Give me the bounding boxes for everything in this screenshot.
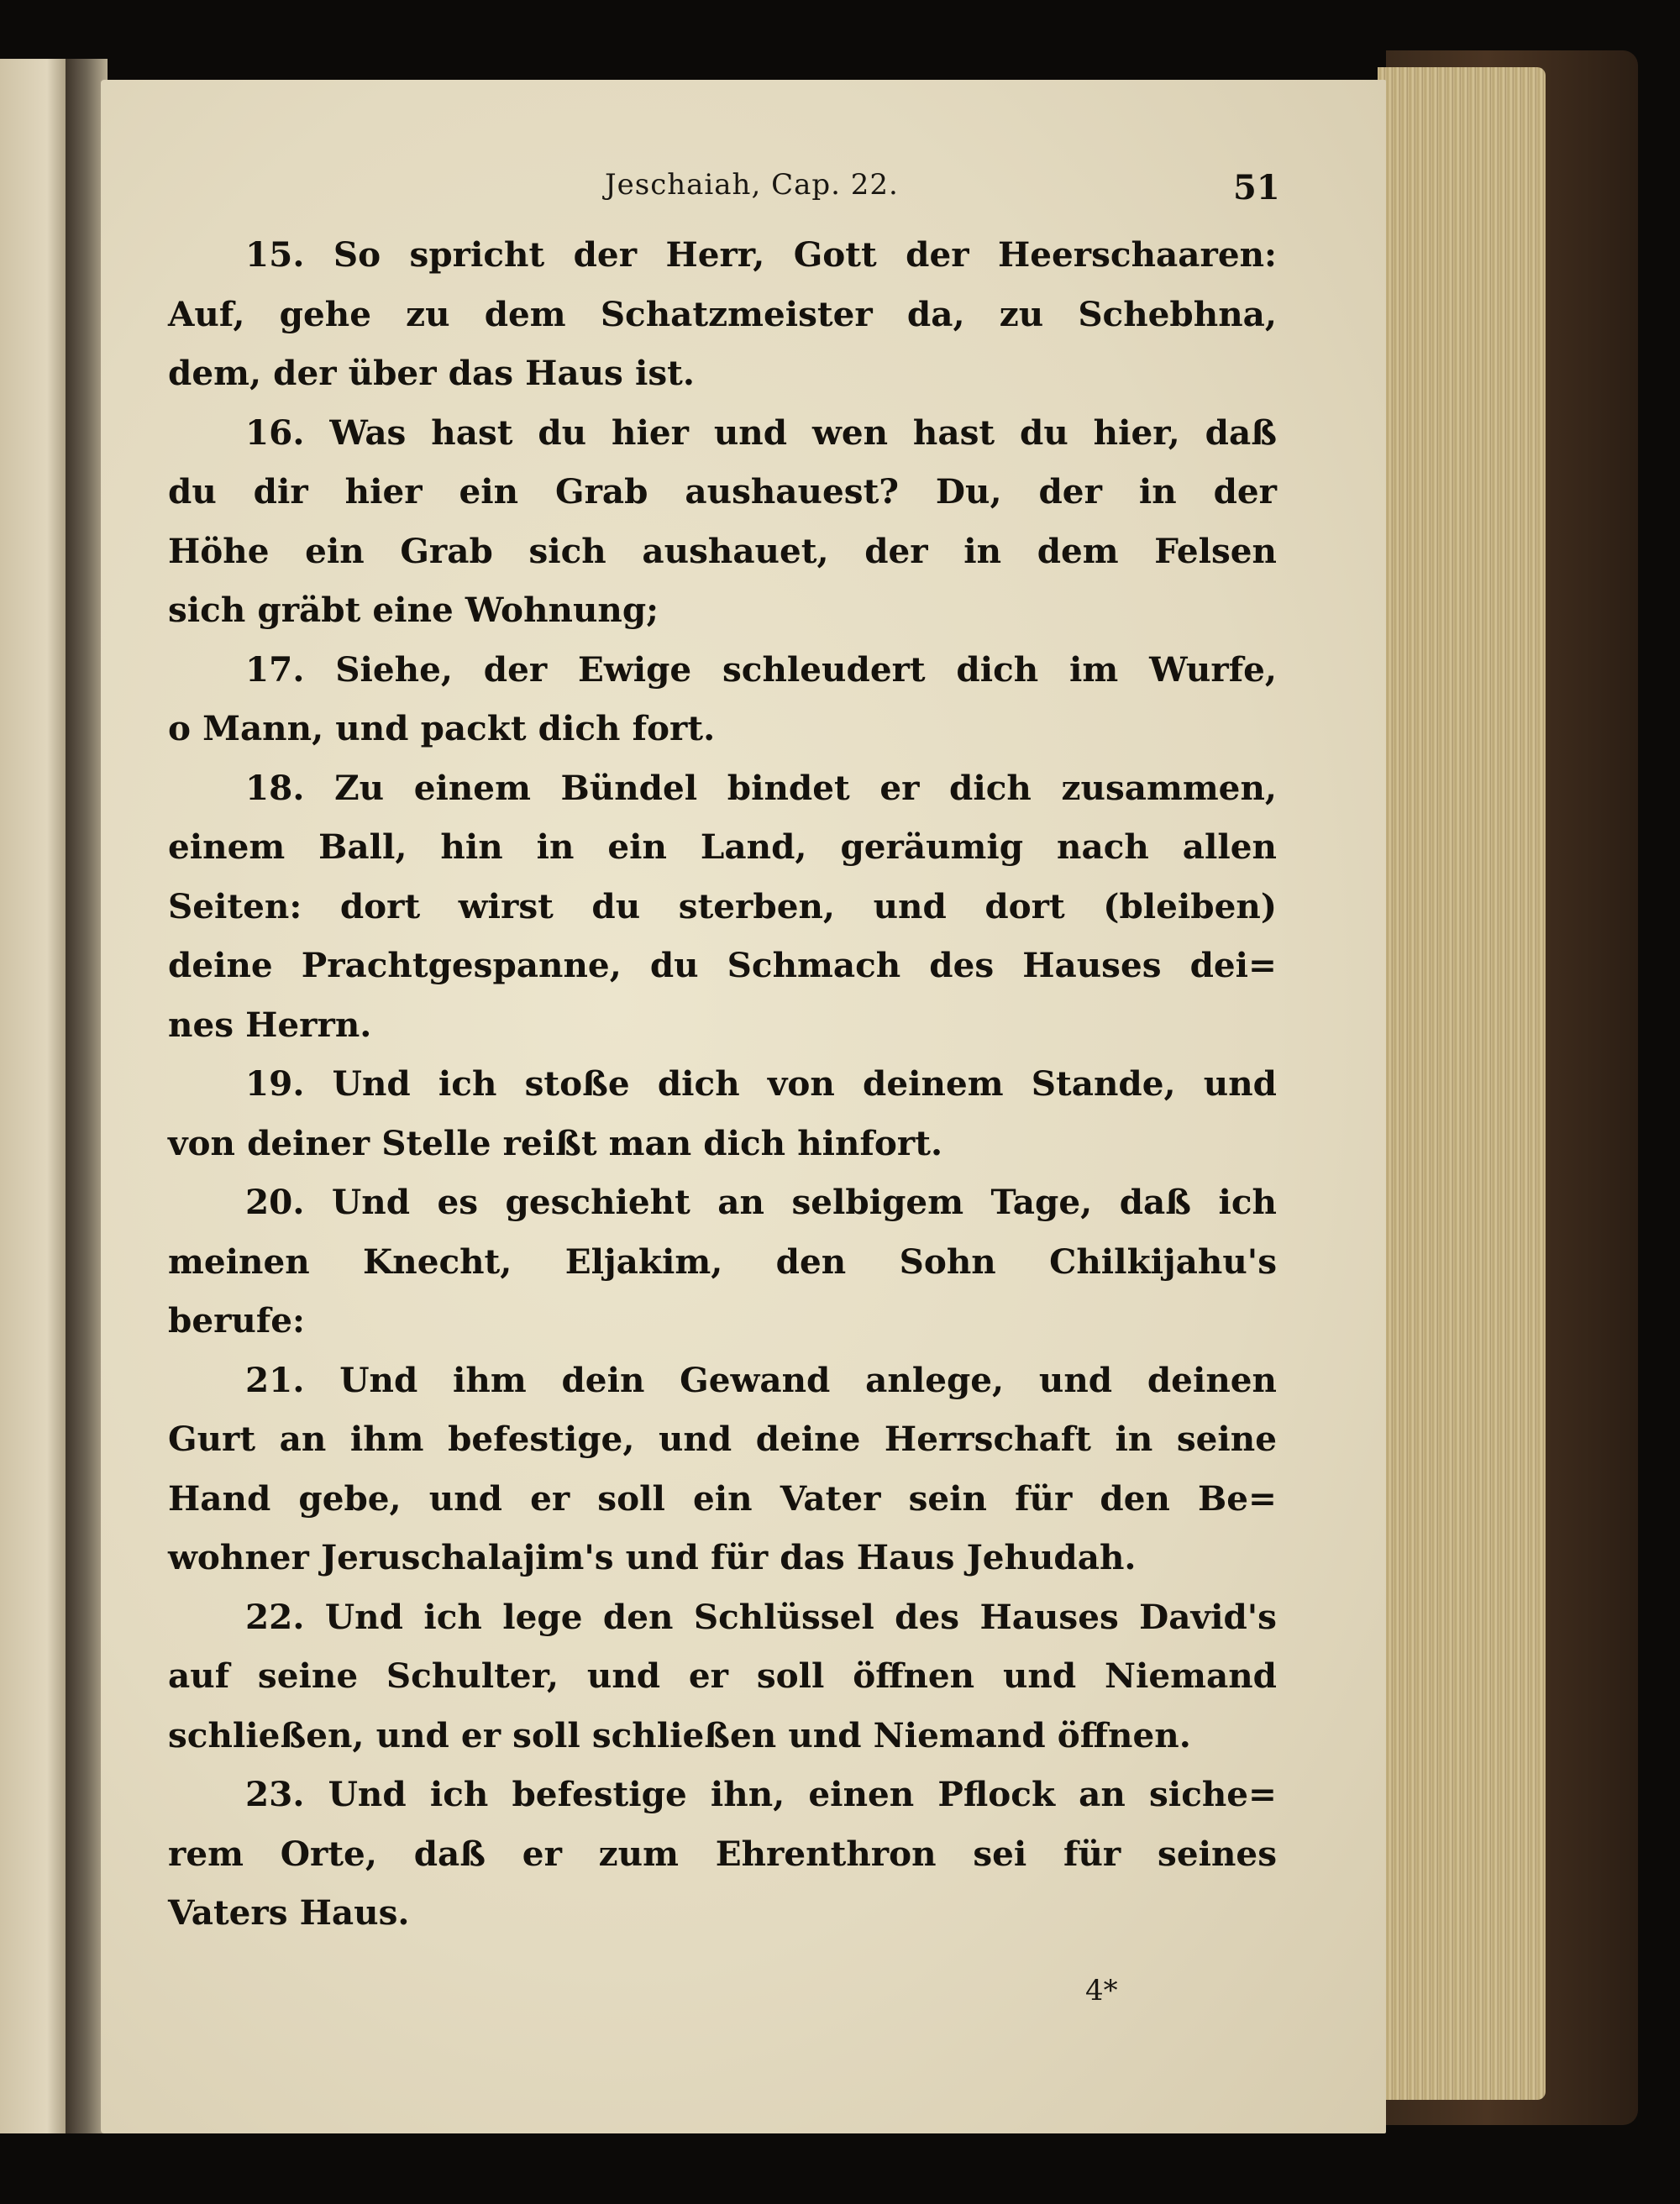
page-number: 51	[1233, 168, 1280, 207]
verse	[168, 403, 1277, 640]
verse-line: nes Herrn.	[168, 1004, 372, 1045]
verse	[168, 225, 1277, 403]
verse-line: 17. Siehe, der Ewige schleudert dich im Wurfe,	[245, 648, 1277, 690]
page-fore-edge	[1378, 67, 1546, 2100]
verse	[168, 1587, 1277, 1766]
verse-line: Gurt an ihm befestige, und deine Herrschaft in seine	[168, 1419, 1277, 1459]
verse-line: 15. So spricht der Herr, Gott der Heerschaaren:	[245, 234, 1277, 275]
verse-line: einem Ball, hin in ein Land, geräumig nach allen	[168, 826, 1277, 867]
verse-line: von deiner Stelle reißt man dich hinfort.	[168, 1122, 943, 1163]
running-title: Jeschaiah, Cap. 22.	[605, 168, 899, 202]
verse-line: 16. Was hast du hier und wen hast du hier, daß	[245, 412, 1277, 453]
verse	[168, 1173, 1277, 1351]
left-page-fragment	[0, 59, 67, 2133]
verse-line: 19. Und ich stoße dich von deinem Stande, und	[245, 1063, 1277, 1104]
verse	[168, 1765, 1277, 1943]
verse-line: o Mann, und packt dich fort.	[168, 708, 716, 748]
verse-line: auf seine Schulter, und er soll öffnen und Niemand	[168, 1656, 1277, 1696]
verse	[168, 1351, 1277, 1587]
verse	[168, 1054, 1277, 1173]
verse-line: wohner Jeruschalajim's und für das Haus Jehudah.	[168, 1537, 1137, 1577]
verse-line: rem Orte, daß er zum Ehrenthron sei für seines	[168, 1833, 1277, 1874]
verse	[168, 640, 1277, 758]
verse-line: Hand gebe, und er soll ein Vater sein für den Be=	[168, 1477, 1277, 1519]
verse-line: 22. Und ich lege den Schlüssel des Hauses David's	[245, 1596, 1277, 1637]
verse	[168, 758, 1277, 1055]
page-header	[0, 168, 1680, 218]
verse-line: 21. Und ihm dein Gewand anlege, und deinen	[245, 1359, 1277, 1400]
verse-line: 18. Zu einem Bündel bindet er dich zusammen,	[245, 767, 1277, 808]
verse-line: 20. Und es geschieht an selbigem Tage, daß ich	[245, 1182, 1277, 1222]
verse-line: Vaters Haus.	[168, 1892, 410, 1933]
verse-line: deine Prachtgespanne, du Schmach des Hauses dei=	[168, 945, 1277, 985]
verse-line: Auf, gehe zu dem Schatzmeister da, zu Schebhna,	[168, 293, 1277, 334]
body-text	[168, 225, 1277, 1943]
verse-line: sich gräbt eine Wohnung;	[168, 590, 659, 630]
signature-mark: 4*	[1085, 1974, 1118, 2007]
verse-line: schließen, und er soll schließen und Niemand öffnen.	[168, 1714, 1191, 1755]
verse-line: meinen Knecht, Eljakim, den Sohn Chilkijahu's	[168, 1241, 1277, 1282]
verse-line: dem, der über das Haus ist.	[168, 353, 695, 393]
verse-line: Höhe ein Grab sich aushauet, der in dem Felsen	[168, 530, 1277, 571]
verse-line: berufe:	[168, 1300, 306, 1341]
verse-line: Seiten: dort wirst du sterben, und dort (bleiben)	[168, 885, 1277, 926]
verse-line: 23. Und ich befestige ihn, einen Pflock an siche=	[245, 1774, 1277, 1814]
verse-line: du dir hier ein Grab aushauest? Du, der in der	[168, 471, 1277, 512]
